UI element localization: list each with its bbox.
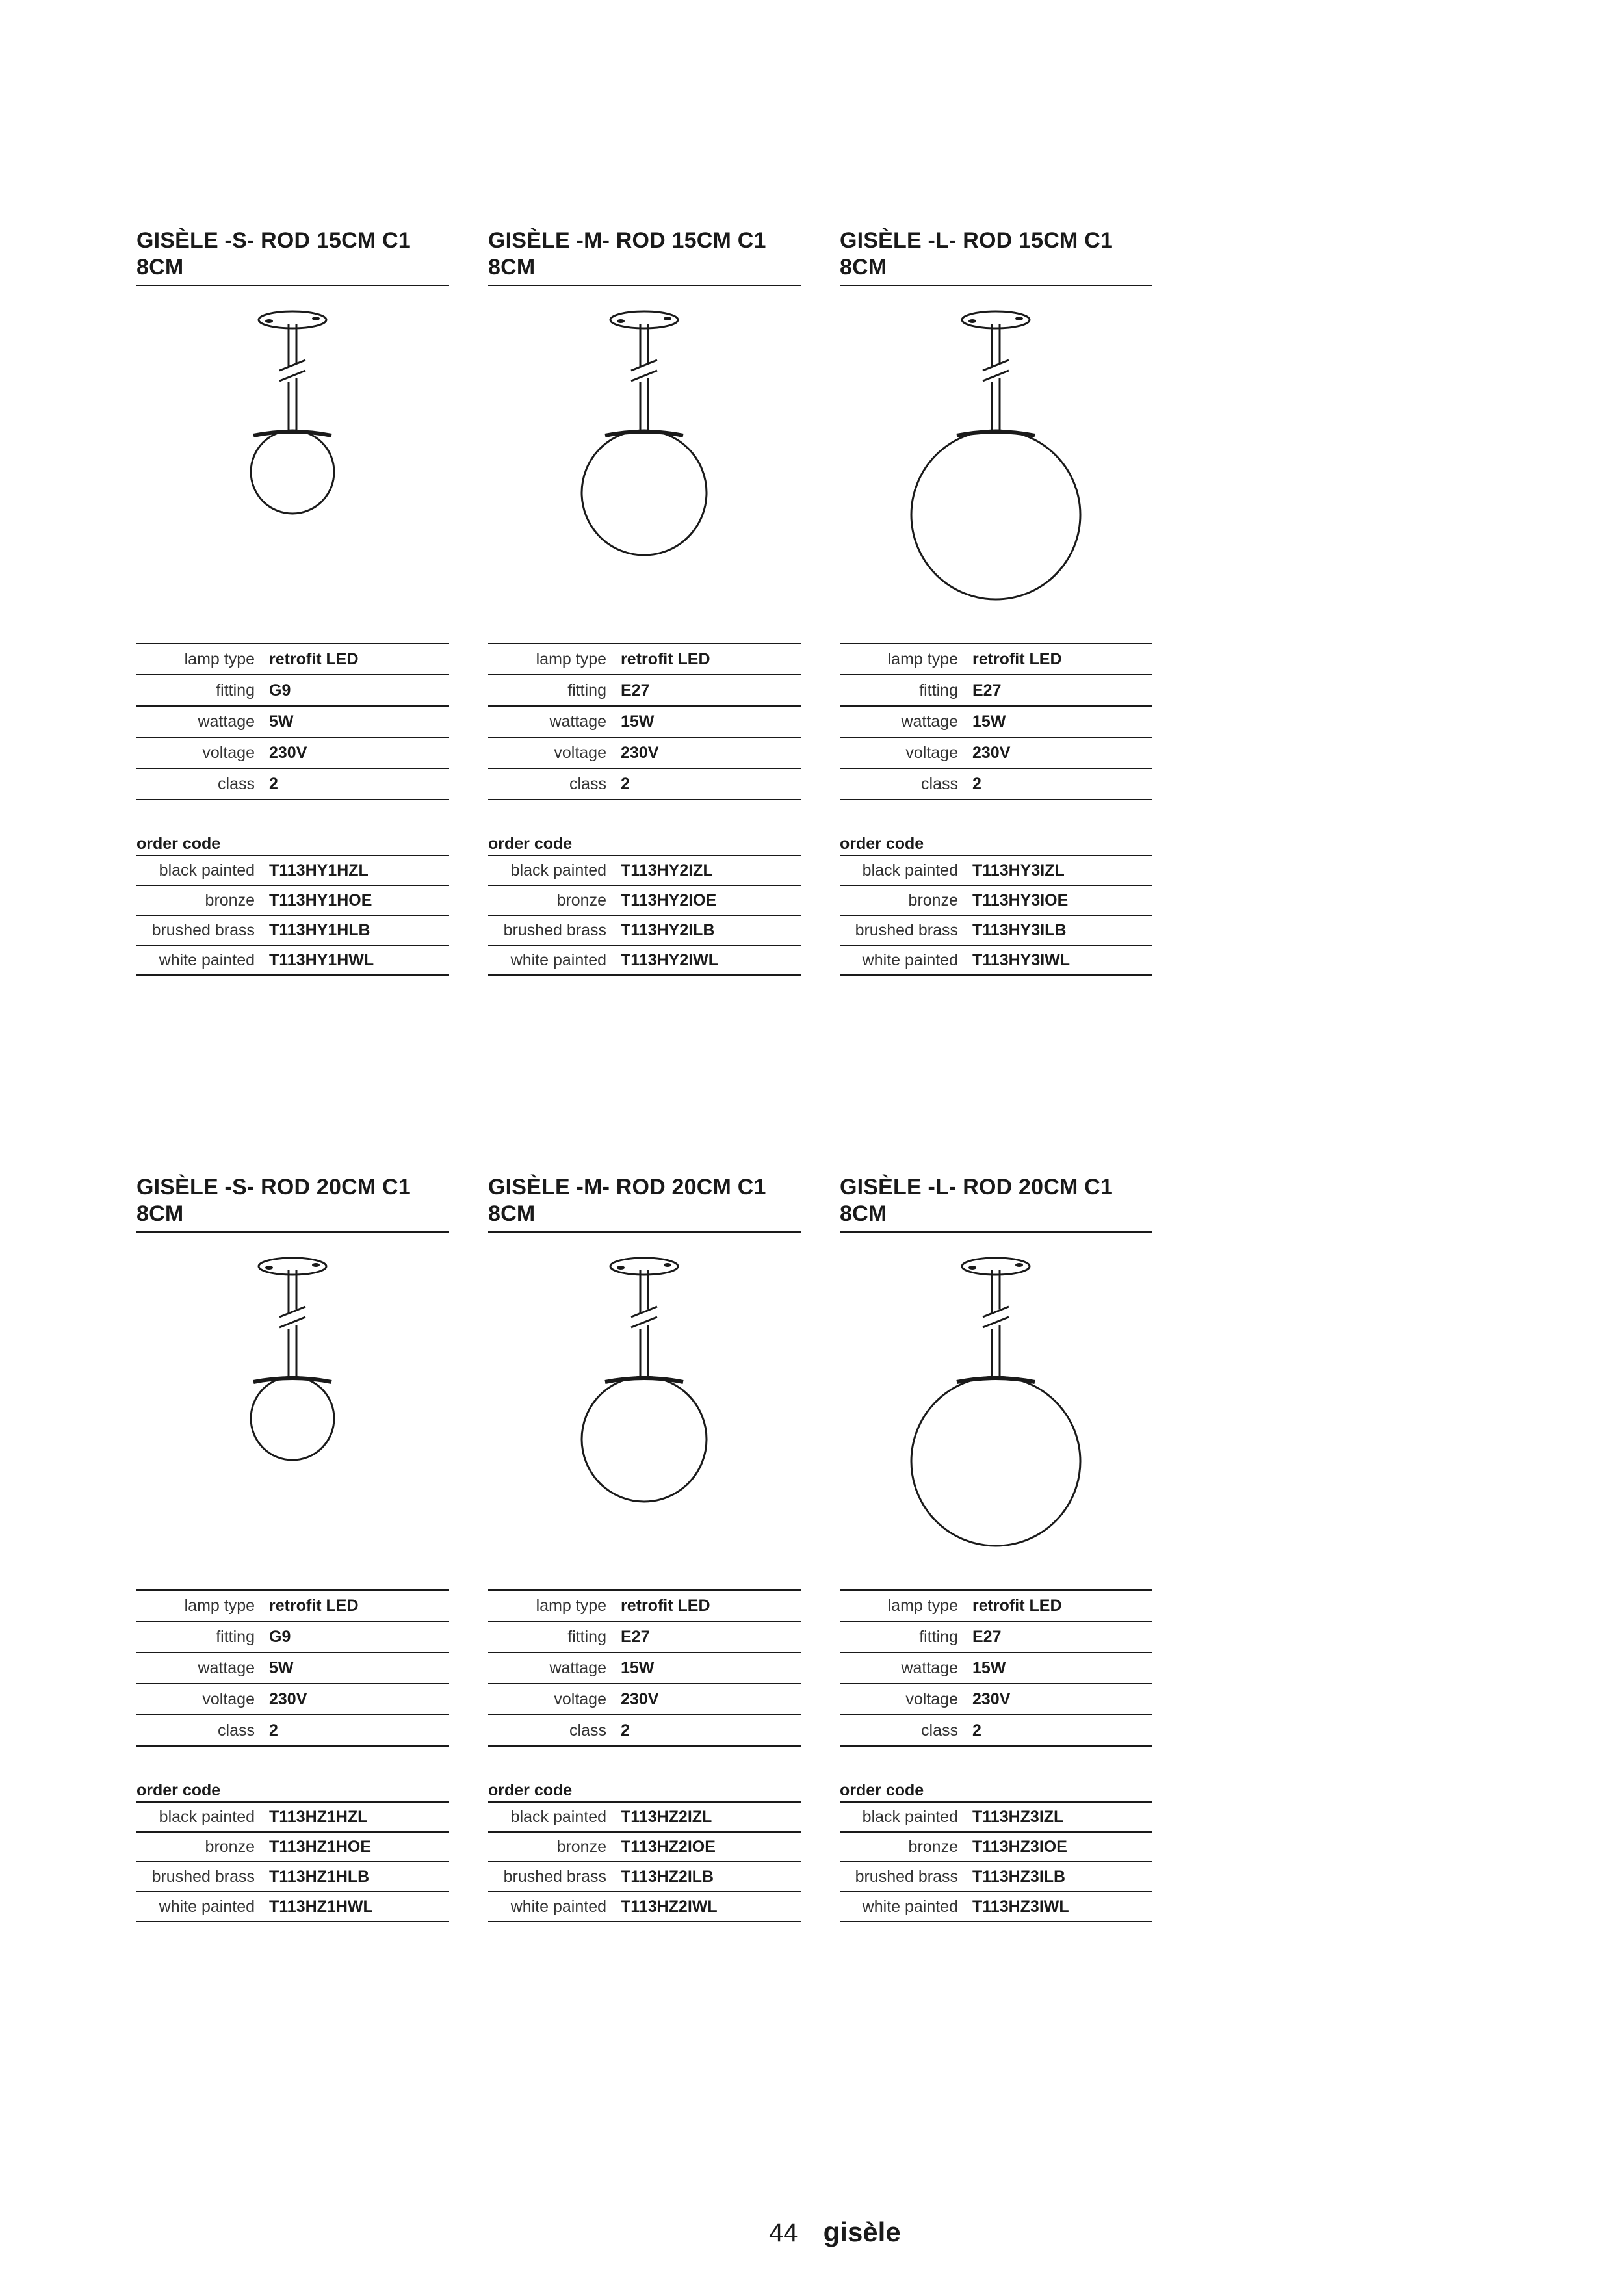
finish-label: white painted <box>136 945 269 975</box>
globe <box>251 430 334 514</box>
order-code-heading: order code <box>136 835 221 853</box>
canopy <box>610 311 678 328</box>
order-row <box>136 1802 449 1832</box>
globe <box>911 430 1080 599</box>
order-row <box>136 1892 449 1922</box>
canopy <box>259 1258 326 1275</box>
spec-label: wattage <box>136 706 269 737</box>
spec-value: G9 <box>269 675 449 706</box>
finish-label: brushed brass <box>840 915 972 945</box>
spec-label: wattage <box>136 1652 269 1684</box>
spec-row <box>840 1590 1152 1621</box>
rod <box>631 1270 657 1377</box>
spec-row <box>136 675 449 706</box>
order-row <box>840 1832 1152 1862</box>
rod <box>983 1270 1009 1377</box>
spec-row <box>136 768 449 800</box>
spec-row <box>840 1715 1152 1746</box>
spec-row <box>136 1684 449 1715</box>
product-card <box>136 228 449 976</box>
product-card <box>136 1174 449 1922</box>
spec-label: lamp type <box>488 1590 621 1621</box>
spec-label: class <box>488 768 621 800</box>
spec-row <box>840 675 1152 706</box>
globe-cap <box>253 432 331 436</box>
spec-row <box>840 768 1152 800</box>
product-card <box>488 228 801 976</box>
order-code: T113HZ3IOE <box>972 1832 1152 1862</box>
order-code: T113HZ3ILB <box>972 1862 1152 1892</box>
product-title: GISÈLE -M- ROD 15CM C1 8CM <box>488 228 766 280</box>
order-row <box>840 1862 1152 1892</box>
lamp-drawing <box>840 1233 1152 1589</box>
finish-label: black painted <box>136 855 269 885</box>
order-code: T113HZ1HLB <box>269 1862 449 1892</box>
spec-row <box>840 1684 1152 1715</box>
order-code-heading: order code <box>136 1781 221 1799</box>
spec-value: 5W <box>269 1652 449 1684</box>
order-code-table <box>840 1801 1152 1922</box>
lamp-drawing <box>840 286 1152 643</box>
order-code: T113HZ1HOE <box>269 1832 449 1862</box>
spec-row <box>488 1621 801 1652</box>
spec-row <box>136 1652 449 1684</box>
spec-value: 2 <box>972 768 1152 800</box>
spec-value: E27 <box>621 675 801 706</box>
order-row <box>488 1862 801 1892</box>
finish-label: bronze <box>136 1832 269 1862</box>
spec-value: 230V <box>621 1684 801 1715</box>
order-code: T113HY3IWL <box>972 945 1152 975</box>
spec-row <box>136 706 449 737</box>
finish-label: brushed brass <box>136 1862 269 1892</box>
globe <box>582 430 707 555</box>
spec-value: 15W <box>972 1652 1152 1684</box>
spec-value: retrofit LED <box>621 644 801 675</box>
finish-label: brushed brass <box>840 1862 972 1892</box>
order-row <box>136 1832 449 1862</box>
spec-row <box>488 1590 801 1621</box>
spec-label: voltage <box>840 1684 972 1715</box>
globe-cap <box>605 1378 683 1382</box>
spec-label: class <box>840 768 972 800</box>
canopy <box>259 311 326 328</box>
spec-value: 15W <box>972 706 1152 737</box>
globe <box>911 1377 1080 1546</box>
lamp-drawing <box>488 286 801 643</box>
order-row <box>840 915 1152 945</box>
finish-label: black painted <box>488 855 621 885</box>
spec-value: E27 <box>972 1621 1152 1652</box>
rod <box>631 324 657 430</box>
spec-row <box>840 706 1152 737</box>
spec-label: fitting <box>136 675 269 706</box>
spec-row <box>488 644 801 675</box>
globe-cap <box>605 432 683 436</box>
product-title: GISÈLE -M- ROD 20CM C1 8CM <box>488 1175 766 1226</box>
order-code: T113HY2IOE <box>621 885 801 915</box>
spec-table <box>840 1589 1152 1747</box>
order-code-heading: order code <box>488 835 573 853</box>
product-title: GISÈLE -L- ROD 20CM C1 8CM <box>840 1175 1113 1226</box>
brand-name: gisèle <box>823 2217 901 2247</box>
spec-table <box>840 643 1152 800</box>
product-title: GISÈLE -L- ROD 15CM C1 8CM <box>840 228 1113 280</box>
spec-table <box>488 1589 801 1747</box>
finish-label: black painted <box>136 1802 269 1832</box>
finish-label: bronze <box>136 885 269 915</box>
product-card <box>840 1174 1152 1922</box>
order-code: T113HY1HWL <box>269 945 449 975</box>
order-code: T113HZ2IWL <box>621 1892 801 1922</box>
spec-label: wattage <box>840 1652 972 1684</box>
order-row <box>136 945 449 975</box>
spec-label: voltage <box>136 1684 269 1715</box>
spec-label: class <box>488 1715 621 1746</box>
spec-row <box>840 1621 1152 1652</box>
order-row <box>840 1802 1152 1832</box>
spec-label: lamp type <box>136 1590 269 1621</box>
product-title: GISÈLE -S- ROD 15CM C1 8CM <box>136 228 411 280</box>
spec-label: fitting <box>840 675 972 706</box>
order-code: T113HY3ILB <box>972 915 1152 945</box>
finish-label: white painted <box>136 1892 269 1922</box>
globe <box>582 1377 707 1502</box>
lamp-drawing <box>136 1233 449 1589</box>
spec-row <box>488 737 801 768</box>
spec-row <box>840 644 1152 675</box>
spec-label: fitting <box>488 675 621 706</box>
spec-value: 230V <box>972 1684 1152 1715</box>
finish-label: black painted <box>840 1802 972 1832</box>
finish-label: white painted <box>840 1892 972 1922</box>
order-code: T113HZ2ILB <box>621 1862 801 1892</box>
spec-row <box>840 1652 1152 1684</box>
spec-table <box>136 1589 449 1747</box>
lamp-drawing <box>136 286 449 643</box>
order-row <box>840 1892 1152 1922</box>
spec-label: class <box>136 1715 269 1746</box>
order-code: T113HZ3IZL <box>972 1802 1152 1832</box>
spec-label: lamp type <box>136 644 269 675</box>
order-code-heading: order code <box>840 1781 924 1799</box>
spec-value: retrofit LED <box>972 1590 1152 1621</box>
order-row <box>488 1892 801 1922</box>
order-row <box>840 855 1152 885</box>
order-code-table <box>488 1801 801 1922</box>
order-code-table <box>136 1801 449 1922</box>
spec-label: voltage <box>488 737 621 768</box>
finish-label: black painted <box>840 855 972 885</box>
finish-label: brushed brass <box>136 915 269 945</box>
order-code: T113HY2ILB <box>621 915 801 945</box>
lamp-drawing <box>488 1233 801 1589</box>
order-row <box>488 1802 801 1832</box>
spec-label: lamp type <box>840 1590 972 1621</box>
spec-label: wattage <box>840 706 972 737</box>
spec-row <box>488 1715 801 1746</box>
spec-label: fitting <box>488 1621 621 1652</box>
spec-value: 230V <box>972 737 1152 768</box>
spec-label: fitting <box>136 1621 269 1652</box>
order-code: T113HY1HLB <box>269 915 449 945</box>
spec-value: 2 <box>269 768 449 800</box>
order-row <box>136 915 449 945</box>
spec-label: wattage <box>488 706 621 737</box>
order-code: T113HY2IWL <box>621 945 801 975</box>
order-row <box>136 855 449 885</box>
spec-value: 15W <box>621 1652 801 1684</box>
spec-table <box>136 643 449 800</box>
finish-label: bronze <box>840 1832 972 1862</box>
spec-row <box>136 1621 449 1652</box>
spec-value: 2 <box>621 1715 801 1746</box>
order-row <box>136 885 449 915</box>
spec-label: lamp type <box>840 644 972 675</box>
finish-label: bronze <box>840 885 972 915</box>
rod <box>279 324 305 430</box>
finish-label: brushed brass <box>488 915 621 945</box>
order-code: T113HZ3IWL <box>972 1892 1152 1922</box>
order-code: T113HZ1HZL <box>269 1802 449 1832</box>
finish-label: white painted <box>488 1892 621 1922</box>
finish-label: bronze <box>488 1832 621 1862</box>
order-code-table <box>136 855 449 976</box>
spec-row <box>488 1652 801 1684</box>
finish-label: black painted <box>488 1802 621 1832</box>
spec-row <box>488 1684 801 1715</box>
canopy <box>962 1258 1030 1275</box>
order-row <box>488 915 801 945</box>
spec-table <box>488 643 801 800</box>
spec-row <box>488 706 801 737</box>
spec-value: E27 <box>621 1621 801 1652</box>
spec-value: retrofit LED <box>972 644 1152 675</box>
order-code: T113HY1HOE <box>269 885 449 915</box>
spec-row <box>136 737 449 768</box>
spec-row <box>136 1590 449 1621</box>
spec-value: retrofit LED <box>269 1590 449 1621</box>
finish-label: white painted <box>840 945 972 975</box>
spec-label: class <box>136 768 269 800</box>
rod <box>279 1270 305 1377</box>
page-number: 44 <box>769 2219 798 2247</box>
globe-cap <box>253 1378 331 1382</box>
order-code-heading: order code <box>488 1781 573 1799</box>
order-code: T113HY2IZL <box>621 855 801 885</box>
spec-label: voltage <box>840 737 972 768</box>
spec-value: 5W <box>269 706 449 737</box>
finish-label: brushed brass <box>488 1862 621 1892</box>
order-row <box>488 885 801 915</box>
spec-row <box>488 768 801 800</box>
spec-label: voltage <box>136 737 269 768</box>
order-code: T113HY3IZL <box>972 855 1152 885</box>
spec-value: 230V <box>269 1684 449 1715</box>
spec-value: 15W <box>621 706 801 737</box>
order-row <box>488 1832 801 1862</box>
canopy <box>610 1258 678 1275</box>
order-row <box>488 855 801 885</box>
spec-value: E27 <box>972 675 1152 706</box>
spec-value: 2 <box>269 1715 449 1746</box>
spec-row <box>488 675 801 706</box>
spec-label: class <box>840 1715 972 1746</box>
finish-label: white painted <box>488 945 621 975</box>
spec-label: voltage <box>488 1684 621 1715</box>
order-code: T113HY3IOE <box>972 885 1152 915</box>
order-row <box>840 945 1152 975</box>
spec-value: retrofit LED <box>621 1590 801 1621</box>
product-title: GISÈLE -S- ROD 20CM C1 8CM <box>136 1175 411 1226</box>
finish-label: bronze <box>488 885 621 915</box>
product-card <box>488 1174 801 1922</box>
spec-label: wattage <box>488 1652 621 1684</box>
order-code-table <box>488 855 801 976</box>
spec-row <box>136 1715 449 1746</box>
canopy <box>962 311 1030 328</box>
page-footer <box>769 2217 901 2249</box>
rod <box>983 324 1009 430</box>
order-code: T113HY1HZL <box>269 855 449 885</box>
spec-label: lamp type <box>488 644 621 675</box>
spec-label: fitting <box>840 1621 972 1652</box>
spec-value: 2 <box>621 768 801 800</box>
order-row <box>136 1862 449 1892</box>
order-code: T113HZ2IOE <box>621 1832 801 1862</box>
order-code: T113HZ2IZL <box>621 1802 801 1832</box>
spec-value: 230V <box>269 737 449 768</box>
order-code: T113HZ1HWL <box>269 1892 449 1922</box>
spec-value: retrofit LED <box>269 644 449 675</box>
order-row <box>488 945 801 975</box>
product-card <box>840 228 1152 976</box>
globe <box>251 1377 334 1460</box>
spec-row <box>840 737 1152 768</box>
spec-row <box>136 644 449 675</box>
order-code-table <box>840 855 1152 976</box>
spec-value: 230V <box>621 737 801 768</box>
spec-value: 2 <box>972 1715 1152 1746</box>
order-code-heading: order code <box>840 835 924 853</box>
order-row <box>840 885 1152 915</box>
spec-value: G9 <box>269 1621 449 1652</box>
